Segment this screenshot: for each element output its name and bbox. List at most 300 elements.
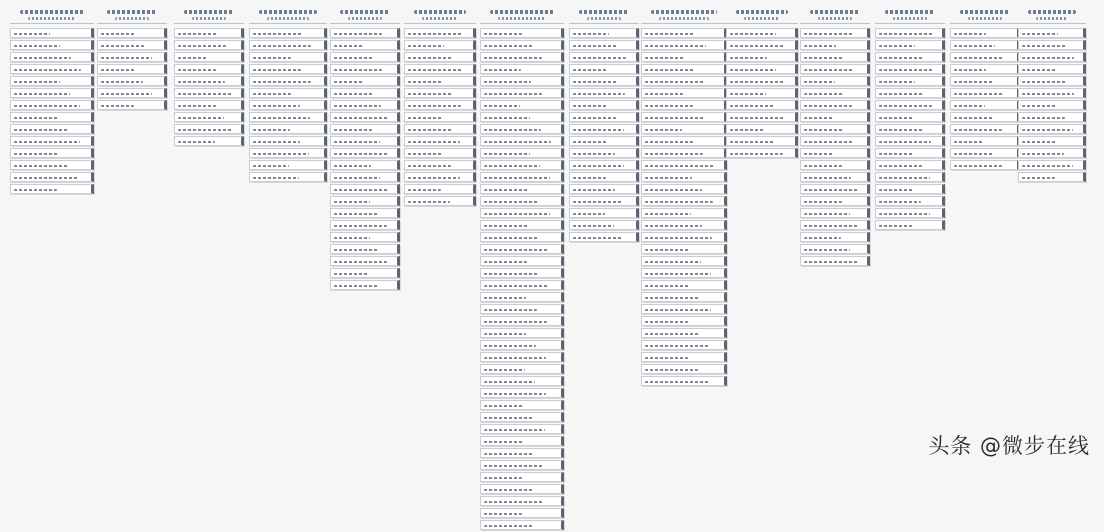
card-text-blurred [573,33,609,35]
technique-card [726,124,798,134]
card-text-blurred [879,141,931,143]
column-8 [569,8,639,244]
card-text-blurred [573,69,608,71]
card-text-blurred [334,225,387,227]
card-text-blurred [14,57,71,59]
technique-card [249,172,327,182]
card-text-blurred [1022,105,1057,107]
technique-card [1018,160,1086,170]
card-text-blurred [804,177,851,179]
card-text-blurred [484,381,535,383]
card-text-blurred [954,129,1002,131]
card-text-blurred [879,165,922,167]
card-text-blurred [1022,141,1056,143]
card-text-blurred [879,105,932,107]
card-text-blurred [879,177,930,179]
column-subtitle-blurred [659,17,709,20]
technique-card [641,352,727,362]
card-text-blurred [484,249,549,251]
column-9 [641,8,727,388]
technique-card [950,52,1020,62]
technique-card [569,220,639,230]
technique-card [404,112,476,122]
card-text-blurred [804,153,834,155]
technique-card [249,160,327,170]
card-text-blurred [484,393,546,395]
card-text-blurred [804,93,844,95]
technique-card [1018,112,1086,122]
technique-card [174,52,244,62]
card-text-blurred [645,141,693,143]
column-subtitle-blurred [1036,17,1068,20]
card-text-blurred [484,477,522,479]
card-text-blurred [253,33,302,35]
technique-card [726,64,798,74]
technique-card [569,64,639,74]
card-text-blurred [178,93,233,95]
card-text-blurred [101,93,152,95]
technique-card [330,184,400,194]
card-text-blurred [334,285,378,287]
card-text-blurred [101,33,135,35]
column-header [97,8,167,24]
technique-card [249,88,327,98]
technique-card [569,28,639,38]
technique-card [569,136,639,146]
card-text-blurred [645,297,700,299]
card-text-blurred [14,105,80,107]
technique-card [950,124,1020,134]
technique-card [875,148,945,158]
card-text-blurred [484,189,529,191]
technique-card [480,400,564,410]
technique-card [404,76,476,86]
card-text-blurred [334,237,370,239]
technique-card [480,196,564,206]
technique-card [480,460,564,470]
card-text-blurred [408,117,443,119]
card-text-blurred [14,177,79,179]
card-text-blurred [178,117,224,119]
technique-card [480,220,564,230]
card-text-blurred [253,81,311,83]
technique-card [480,328,564,338]
technique-card [641,88,727,98]
technique-card [641,244,727,254]
card-text-blurred [408,201,450,203]
card-text-blurred [253,117,310,119]
technique-card [875,112,945,122]
card-text-blurred [1022,57,1074,59]
card-text-blurred [484,453,534,455]
technique-card [569,100,639,110]
technique-card [875,88,945,98]
technique-card [174,88,244,98]
technique-card [97,88,167,98]
technique-card [569,148,639,158]
card-text-blurred [954,33,986,35]
technique-card [800,40,870,50]
technique-card [875,184,945,194]
card-text-blurred [645,333,699,335]
technique-card [480,388,564,398]
column-header [950,8,1020,24]
technique-card [569,88,639,98]
card-text-blurred [954,141,984,143]
card-text-blurred [14,81,60,83]
technique-card [404,124,476,134]
technique-card [800,124,870,134]
technique-card [174,100,244,110]
card-text-blurred [1022,177,1055,179]
column-subtitle-blurred [192,17,226,20]
technique-card [480,112,564,122]
card-text-blurred [484,33,522,35]
technique-card [800,196,870,206]
column-header [569,8,639,24]
card-text-blurred [645,261,701,263]
card-text-blurred [334,129,372,131]
card-text-blurred [14,141,80,143]
card-text-blurred [730,129,765,131]
card-text-blurred [573,81,617,83]
technique-card [330,280,400,290]
technique-card [569,196,639,206]
card-text-blurred [1022,93,1074,95]
technique-card [726,28,798,38]
card-text-blurred [14,153,58,155]
technique-card [726,88,798,98]
card-text-blurred [484,513,522,515]
column-title-blurred [651,10,717,14]
technique-card [569,40,639,50]
technique-card [330,160,400,170]
column-title-blurred [184,10,234,14]
card-text-blurred [334,57,373,59]
card-text-blurred [14,165,68,167]
column-header [330,8,400,24]
card-text-blurred [804,189,859,191]
technique-card [726,40,798,50]
technique-card [800,136,870,146]
card-text-blurred [334,33,382,35]
card-text-blurred [730,93,766,95]
technique-card [480,172,564,182]
card-text-blurred [484,489,533,491]
technique-card [174,76,244,86]
column-title-blurred [107,10,157,14]
card-text-blurred [804,81,835,83]
technique-card [174,136,244,146]
technique-card [875,220,945,230]
card-text-blurred [484,345,536,347]
card-text-blurred [253,153,309,155]
technique-card [1018,28,1086,38]
technique-card [480,520,564,530]
card-text-blurred [1022,45,1066,47]
card-text-blurred [253,177,299,179]
card-text-blurred [334,117,389,119]
card-text-blurred [178,141,215,143]
technique-card [480,52,564,62]
technique-card [97,76,167,86]
column-subtitle-blurred [818,17,852,20]
technique-card [641,160,727,170]
technique-card [97,52,167,62]
card-text-blurred [730,69,776,71]
card-text-blurred [1022,129,1073,131]
technique-card [800,232,870,242]
technique-card [249,40,327,50]
card-text-blurred [334,249,378,251]
column-5 [330,8,400,292]
technique-card [174,28,244,38]
card-text-blurred [645,153,703,155]
technique-card [97,28,167,38]
technique-card [641,76,727,86]
card-text-blurred [573,165,624,167]
technique-card [569,112,639,122]
column-title-blurred [340,10,390,14]
card-text-blurred [484,525,532,527]
card-text-blurred [954,165,1002,167]
technique-card [726,76,798,86]
card-text-blurred [334,273,369,275]
technique-card [569,184,639,194]
technique-card [330,136,400,146]
card-text-blurred [645,225,702,227]
card-text-blurred [730,153,783,155]
card-text-blurred [253,69,301,71]
card-text-blurred [645,117,704,119]
technique-card [569,124,639,134]
card-text-blurred [954,105,985,107]
technique-card [480,508,564,518]
technique-card [330,256,400,266]
card-text-blurred [408,129,452,131]
card-text-blurred [954,45,995,47]
card-text-blurred [484,69,521,71]
column-13 [950,8,1020,172]
technique-card [641,256,727,266]
card-text-blurred [730,105,775,107]
column-header [249,8,327,24]
technique-card [800,112,870,122]
technique-card [10,100,94,110]
card-text-blurred [484,117,530,119]
column-header [726,8,798,24]
technique-card [480,496,564,506]
technique-card [1018,100,1086,110]
card-text-blurred [804,69,853,71]
technique-card [480,40,564,50]
technique-card [97,40,167,50]
technique-card [404,64,476,74]
column-header [641,8,727,24]
technique-card [330,88,400,98]
column-title-blurred [414,10,466,14]
card-text-blurred [573,117,616,119]
column-header [174,8,244,24]
column-header [480,8,564,24]
card-text-blurred [408,81,443,83]
technique-card [569,208,639,218]
card-text-blurred [334,189,388,191]
column-title-blurred [960,10,1010,14]
technique-card [480,208,564,218]
technique-card [480,28,564,38]
card-text-blurred [879,153,913,155]
card-text-blurred [484,285,548,287]
card-text-blurred [484,441,523,443]
card-text-blurred [804,225,859,227]
card-text-blurred [645,165,714,167]
technique-card [641,316,727,326]
column-title-blurred [490,10,554,14]
technique-card [800,172,870,182]
card-text-blurred [484,417,534,419]
technique-card [404,52,476,62]
card-text-blurred [573,213,605,215]
technique-card [97,64,167,74]
technique-card [800,100,870,110]
column-title-blurred [1028,10,1076,14]
card-text-blurred [484,57,542,59]
card-text-blurred [645,369,698,371]
column-header [1018,8,1086,24]
card-text-blurred [804,213,850,215]
card-text-blurred [645,105,693,107]
technique-card [641,376,727,386]
technique-card [330,40,400,50]
card-text-blurred [408,153,442,155]
card-text-blurred [334,261,387,263]
technique-card [641,232,727,242]
technique-card [641,184,727,194]
card-text-blurred [178,105,216,107]
technique-card [249,148,327,158]
card-text-blurred [484,81,531,83]
technique-card [404,172,476,182]
technique-card [10,40,94,50]
card-text-blurred [334,177,380,179]
card-text-blurred [334,153,389,155]
card-text-blurred [573,153,615,155]
card-text-blurred [253,141,300,143]
technique-card [875,40,945,50]
card-text-blurred [1022,33,1058,35]
technique-card [480,424,564,434]
column-title-blurred [259,10,317,14]
technique-card [950,76,1020,86]
card-text-blurred [408,141,460,143]
technique-card [641,220,727,230]
technique-card [875,136,945,146]
technique-card [330,208,400,218]
column-2 [97,8,167,112]
technique-card [1018,148,1086,158]
technique-card [330,268,400,278]
technique-card [726,136,798,146]
card-text-blurred [645,189,702,191]
technique-card [10,160,94,170]
card-text-blurred [954,93,1003,95]
technique-card [950,160,1020,170]
card-text-blurred [573,201,623,203]
card-text-blurred [645,285,689,287]
technique-card [641,280,727,290]
card-text-blurred [484,177,550,179]
technique-card [1018,172,1086,182]
card-text-blurred [408,189,441,191]
card-text-blurred [14,129,69,131]
technique-card [641,124,727,134]
technique-card [249,52,327,62]
technique-card [480,376,564,386]
technique-card [249,28,327,38]
technique-card [1018,136,1086,146]
technique-card [174,64,244,74]
technique-card [641,364,727,374]
technique-card [480,64,564,74]
column-subtitle-blurred [893,17,927,20]
card-text-blurred [101,81,143,83]
technique-card [800,220,870,230]
technique-card [404,100,476,110]
card-text-blurred [1022,165,1073,167]
technique-card [10,136,94,146]
column-subtitle-blurred [498,17,546,20]
card-text-blurred [101,105,134,107]
technique-card [641,28,727,38]
card-text-blurred [954,69,986,71]
card-text-blurred [178,129,233,131]
technique-card [480,232,564,242]
technique-card [569,172,639,182]
card-text-blurred [804,249,850,251]
technique-card [641,52,727,62]
technique-card [641,40,727,50]
card-text-blurred [178,81,225,83]
column-header [10,8,94,24]
card-text-blurred [484,273,538,275]
technique-card [800,52,870,62]
technique-card [480,292,564,302]
technique-card [641,112,727,122]
card-text-blurred [954,57,1004,59]
column-12 [875,8,945,232]
technique-card [480,340,564,350]
technique-card [875,172,945,182]
card-text-blurred [484,213,550,215]
technique-card [404,88,476,98]
technique-card [800,64,870,74]
technique-card [330,28,400,38]
card-text-blurred [484,333,526,335]
technique-card [480,88,564,98]
card-text-blurred [573,189,615,191]
card-text-blurred [253,45,311,47]
column-subtitle-blurred [28,17,76,20]
technique-card [404,160,476,170]
card-text-blurred [253,57,291,59]
card-text-blurred [253,105,300,107]
technique-card [641,268,727,278]
column-header [800,8,870,24]
technique-card [569,76,639,86]
card-text-blurred [645,57,684,59]
technique-card [480,436,564,446]
